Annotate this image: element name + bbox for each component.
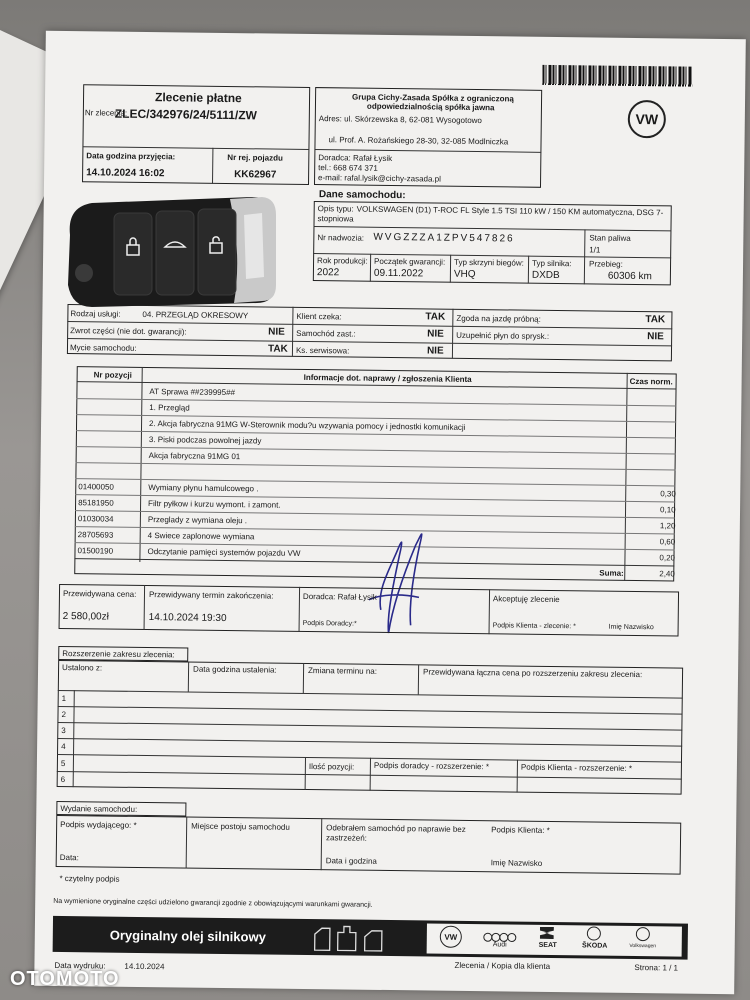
service-type-label: Rodzaj usługi:	[70, 309, 121, 319]
vin: WVGZZZA1ZPV547826	[373, 231, 515, 245]
service-order-document	[34, 31, 746, 994]
item-3-desc: Przeglady z wymiana oleju .	[147, 515, 248, 526]
item-4-desc: 4 Swiece zaplonowe wymiana	[147, 531, 255, 542]
consent-label: Zgoda na jazdę próbną:	[456, 313, 541, 324]
note-4: 3. Piski podczas powolnej jazdy	[148, 435, 262, 446]
received-label: Data godzina przyjęcia:	[86, 151, 176, 162]
item-1-time: 0,30	[660, 489, 676, 499]
datetime-label: Data i godzina	[325, 856, 377, 866]
item-3-time: 1,20	[659, 521, 676, 531]
skoda-logo: ŠKODA	[582, 942, 608, 950]
parking-label: Miejsce postoju samochodu	[191, 821, 290, 832]
washer-label: Uzupełnić płyn do sprysk.:	[456, 330, 550, 341]
agreed-label: Ustalono z:	[62, 663, 103, 673]
item-2-desc: Filtr pyłkow i kurzu wymont. i zamont.	[148, 499, 281, 510]
engine-label: Typ silnika:	[532, 258, 572, 269]
extension-header: Rozszerzenie zakresu zlecenia:	[62, 649, 175, 660]
client-sig-label: Podpis Klienta - zlecenie: *	[492, 622, 576, 631]
parts-return-label: Zwrot części (nie dot. gwarancji):	[70, 326, 187, 337]
vw-commercial-icon	[636, 927, 650, 941]
mileage-label: Przebieg:	[588, 259, 623, 269]
vehicle-header: Dane samochodu:	[318, 189, 406, 202]
replacement-label: Samochód zast.:	[296, 328, 356, 339]
otomoto-watermark: OTOMOTO	[10, 968, 120, 990]
ext-row-3: 3	[61, 726, 66, 736]
item-1-desc: Wymiany płynu hamulcowego .	[148, 483, 259, 494]
ext-client-sig: Podpis Klienta - rozszerzenie: *	[520, 762, 633, 773]
advisor-email: e-mail: rafal.lysik@cichy-zasada.pl	[318, 173, 441, 184]
company-name-2: odpowiedzialnością spółka jawna	[366, 101, 495, 113]
col-info: Informacje dot. naprawy / zgłoszenia Klienta	[303, 372, 472, 384]
ext-row-4: 4	[61, 741, 66, 752]
oil-bottles-icon	[310, 922, 400, 953]
release-header: Wydanie samochodu:	[60, 803, 138, 814]
fuel-value: 1/1	[589, 245, 601, 255]
item-4-time: 0,60	[659, 537, 676, 547]
item-2-pos: 85181950	[78, 498, 114, 508]
note-2: 1. Przegląd	[149, 403, 190, 413]
audi-rings-icon	[483, 929, 519, 939]
oil-banner-text: Oryginalny olej silnikowy	[109, 927, 266, 945]
warranty-note: Na wymienione oryginalne części udzielono gwarancji zgodnie z obowiązującymi warunkami gwarancji.	[53, 897, 373, 909]
client-waits-label: Klient czeka:	[296, 311, 342, 322]
issuer-label: Podpis wydającego: *	[60, 819, 137, 830]
replacement: NIE	[427, 328, 444, 340]
wash-label: Mycie samochodu:	[69, 343, 137, 353]
change-label: Zmiana terminu na:	[308, 666, 378, 676]
advisor-sig-label: Podpis Doradcy:*	[302, 619, 357, 628]
engine: DXDB	[531, 269, 560, 282]
model-line-2: stopniowa	[317, 214, 354, 224]
legible-note: * czytelny podpis	[59, 873, 120, 884]
deadline-label: Przewidywany termin zakończenia:	[148, 590, 274, 601]
audi-logo: Audi	[492, 941, 507, 949]
fuel-label: Stan paliwa	[589, 233, 631, 243]
item-5-pos: 01500190	[77, 546, 114, 556]
release-name-label: Imię Nazwisko	[490, 858, 543, 868]
vin-label: Nr nadwozia:	[317, 233, 365, 243]
item-4-pos: 28705693	[77, 530, 114, 540]
order-number: ZLEC/342976/24/5111/ZW	[114, 106, 258, 123]
estimate-advisor: Doradca: Rafał Łysik	[302, 591, 377, 602]
order-title: Zlecenie płatne	[154, 90, 242, 106]
item-5-time: 0,20	[659, 553, 676, 563]
ext-advisor-sig: Podpis doradcy - rozszerzenie: *	[373, 760, 490, 772]
advisor-phone: tel.: 668 674 371	[318, 163, 378, 173]
received-date: 14.10.2024 16:02	[86, 167, 165, 180]
reg-number: KK62967	[234, 169, 277, 181]
ext-row-1: 1	[61, 694, 67, 704]
warranty-date: 09.11.2022	[373, 267, 424, 280]
print-date-label: Data wydruku:	[54, 960, 106, 971]
advisor-name: Doradca: Rafał Łysik	[318, 153, 393, 163]
col-time: Czas norm.	[629, 376, 673, 387]
model-line-1: VOLKSWAGEN (D1) T-ROC FL Style 1.5 TSI 110 kW / 150 KM automatyczna, DSG 7-	[356, 204, 664, 218]
vw-commercial-logo: Volkswagen	[629, 942, 657, 950]
model-label: Opis typu:	[317, 204, 354, 214]
ext-row-2: 2	[61, 710, 67, 720]
item-3-pos: 01030034	[77, 514, 114, 524]
qty-label: Ilość pozycji:	[308, 762, 355, 772]
price: 2 580,00zł	[62, 611, 109, 623]
item-5-desc: Odczytanie pamięci systemów pojazdu VW	[147, 547, 301, 558]
col-pos: Nr pozycji	[93, 370, 132, 380]
seat-logo: SEAT	[538, 941, 557, 950]
price-label: Przewidywana cena:	[62, 589, 137, 599]
warranty-label: Początek gwarancji:	[374, 256, 446, 267]
book-label: Ks. serwisowa:	[295, 345, 350, 356]
accept-label: Akceptuję zlecenie	[492, 594, 560, 605]
client-signature-label: Podpis Klienta: *	[491, 825, 550, 835]
sum-label: Suma:	[599, 568, 624, 578]
company-address-1: Adres: ul. Skórzewska 8, 62-081 Wysogotowo	[318, 114, 482, 126]
wash: TAK	[267, 343, 288, 355]
vw-brand-icon: VW	[440, 926, 462, 948]
print-date: 14.10.2024	[124, 961, 165, 972]
release-date-label: Data:	[59, 852, 79, 863]
copy-label: Zlecenia / Kopia dla klienta	[454, 960, 551, 971]
company-address-2: ul. Prof. A. Rożańskiego 28-30, 32-085 Modlniczka	[328, 135, 509, 147]
gearbox-label: Typ skrzyni biegów:	[454, 257, 524, 268]
car-key	[62, 195, 302, 310]
washer: NIE	[647, 331, 664, 343]
item-1-pos: 01400050	[78, 482, 114, 492]
consent: TAK	[645, 314, 666, 326]
sum-value: 2,40	[659, 569, 675, 579]
received-ok-1: Odebrałem samochód po naprawie bez	[326, 823, 466, 834]
mileage: 60306 km	[607, 270, 652, 283]
reg-label: Nr rej. pojazdu	[227, 152, 283, 163]
order-number-label: Nr zlecenia:	[84, 108, 128, 118]
note-1: AT Sprawa ##239995##	[149, 387, 236, 398]
page-label: Strona: 1 / 1	[634, 963, 679, 973]
gearbox: VHQ	[453, 268, 476, 281]
client-waits: TAK	[425, 311, 446, 323]
ext-date-label: Data godzina ustalenia:	[193, 664, 277, 675]
total-label: Przewidywana łączna cena po rozszerzeniu zakresu zlecenia:	[422, 667, 643, 680]
ext-row-6: 6	[60, 774, 66, 785]
year: 2022	[316, 267, 340, 279]
item-2-time: 0,10	[659, 505, 676, 515]
estimate-name-label: Imię Nazwisko	[608, 623, 654, 632]
barcode	[542, 65, 692, 87]
parts-return: NIE	[268, 326, 285, 338]
vw-logo: VW	[628, 100, 666, 138]
year-label: Rok produkcji:	[317, 256, 368, 266]
service-type: 04. PRZEGLĄD OKRESOWY	[142, 309, 249, 321]
received-ok-2: zastrzeżeń:	[325, 833, 367, 843]
ext-row-5: 5	[60, 758, 66, 769]
note-5: Akcja fabryczna 91MG 01	[148, 451, 241, 462]
skoda-icon	[587, 926, 601, 940]
book: NIE	[426, 345, 444, 357]
company-name-1: Grupa Cichy-Zasada Spółka z ograniczoną	[352, 92, 514, 104]
note-3: 2. Akcja fabryczna 91MG W-Sterownik modu?u wzywania pomocy i jednostki komunikacji	[149, 419, 466, 432]
deadline: 14.10.2024 19:30	[148, 612, 227, 625]
